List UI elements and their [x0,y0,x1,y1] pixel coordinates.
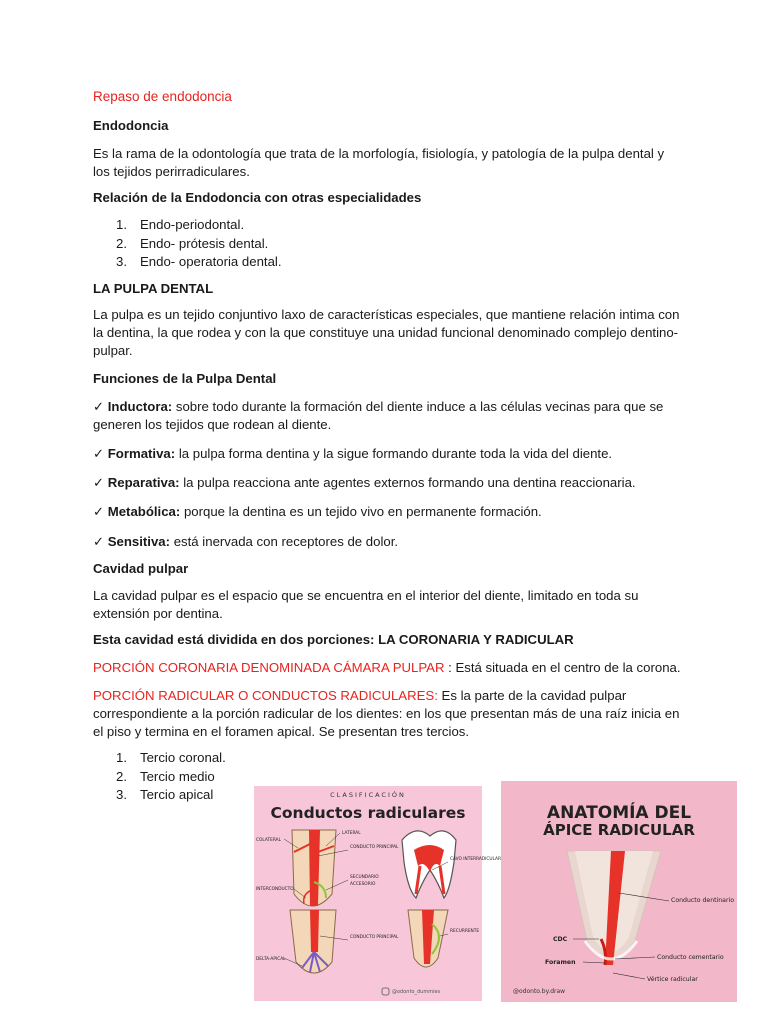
list-item: 1. Tercio coronal. [116,750,226,765]
svg-text:RECURRENTE: RECURRENTE [450,929,480,934]
svg-text:SECUNDARIO: SECUNDARIO [350,875,379,880]
svg-text:Conducto cementario: Conducto cementario [657,954,724,961]
funcion-reparativa: ✓ Reparativa: la pulpa reacciona ante agentes externos formando una dentina reaccionaria. [93,475,636,490]
tercios-list [93,749,226,805]
heading-funciones: Funciones de la Pulpa Dental [93,371,277,386]
figure-kicker: CLASIFICACIÓN [330,791,406,799]
root-illustration-1 [292,830,336,906]
svg-text:CAVO INTERRADICULAR: CAVO INTERRADICULAR [450,857,501,862]
list-item: 3. Endo- operatoria dental. [116,254,282,269]
svg-text:Vértice radicular: Vértice radicular [647,976,698,983]
svg-text:Foramen: Foramen [545,959,576,966]
figure-credit: @odonto_dummies [392,989,441,995]
root-apex-illustration [567,851,661,965]
check-icon: ✓ [93,534,105,549]
svg-text:COLATERAL: COLATERAL [256,838,281,843]
check-icon: ✓ [93,475,105,490]
figure-title-line2: ÁPICE RADICULAR [543,821,695,839]
funcion-inductora: ✓ Inductora: sobre todo durante la formación del diente induce a las células vecinas para que se generen los tejidos que rodean al diente. [93,399,664,432]
check-icon: ✓ [93,446,105,461]
funcion-formativa: ✓ Formativa: la pulpa forma dentina y la sigue formando durante toda la vida del diente. [93,446,613,461]
paragraph-cavidad: La cavidad pulpar es el espacio que se encuentra en el interior del diente, limitado en toda su extensión por dentina. [93,588,639,621]
root-illustration-3 [408,910,448,967]
paragraph-radicular: PORCIÓN RADICULAR O CONDUCTOS RADICULARES: Es la parte de la cavidad pulpar correspondiente a la porción radicular de los dientes: en los que presentan más de una raíz inicia en el piso y termina en el foramen apical. Se presentan tres tercios. [93,688,680,739]
figure-title-line1: ANATOMÍA DEL [546,803,692,823]
funcion-metabolica: ✓ Metabólica: porque la dentina es un tejido vivo en permanente formación. [93,504,542,519]
figure-credit: @odonto.by.draw [513,988,566,995]
molar-illustration [402,831,456,898]
svg-text:DELTA-APICAL: DELTA-APICAL [256,957,286,962]
apice-radicular-figure [501,781,737,1002]
list-item: 2. Tercio medio [116,768,215,784]
svg-text:Conducto dentinario: Conducto dentinario [671,897,735,904]
heading-relacion: Relación de la Endodoncia con otras especialidades [93,190,422,205]
heading-division: Esta cavidad está dividida en dos porciones: LA CORONARIA Y RADICULAR [93,632,574,647]
svg-text:CONDUCTO PRINCIPAL: CONDUCTO PRINCIPAL [350,935,399,940]
figure-title: Conductos radiculares [270,804,466,822]
check-icon: ✓ [93,399,105,414]
svg-text:INTERCONDUCTO: INTERCONDUCTO [256,887,294,892]
relacion-list [93,216,282,272]
paragraph-pulpa: La pulpa es un tejido conjuntivo laxo de características especiales, que mantiene relación intima con la dentina, la que rodea y con la que constituye una unidad funcional denominado complejo dentino-pulpar. [93,307,680,358]
heading-cavidad: Cavidad pulpar [93,561,189,576]
svg-text:CDC: CDC [553,936,568,943]
heading-pulpa: LA PULPA DENTAL [93,281,214,296]
funcion-sensitiva: ✓ Sensitiva: está inervada con receptores de dolor. [93,534,399,549]
paragraph-coronaria: PORCIÓN CORONARIA DENOMINADA CÁMARA PULPAR : Está situada en el centro de la corona. [93,660,681,675]
svg-text:ACCESORIO: ACCESORIO [350,882,376,887]
list-item: 3. Tercio apical [116,787,214,802]
page-title: Repaso de endodoncia [93,89,232,104]
check-icon: ✓ [93,504,105,519]
svg-text:LATERAL: LATERAL [342,831,361,836]
list-item: 1. Endo-periodontal. [116,217,245,232]
conductos-radiculares-figure [254,786,501,1001]
list-item: 2. Endo- prótesis dental. [116,235,269,251]
paragraph-endodoncia: Es la rama de la odontología que trata de la morfología, fisiología, y patología de la pulpa dental y los tejidos perirradiculares. [93,146,665,179]
heading-endodoncia: Endodoncia [93,118,169,133]
svg-text:CONDUCTO PRINCIPAL: CONDUCTO PRINCIPAL [350,845,399,850]
instagram-icon [382,988,389,995]
